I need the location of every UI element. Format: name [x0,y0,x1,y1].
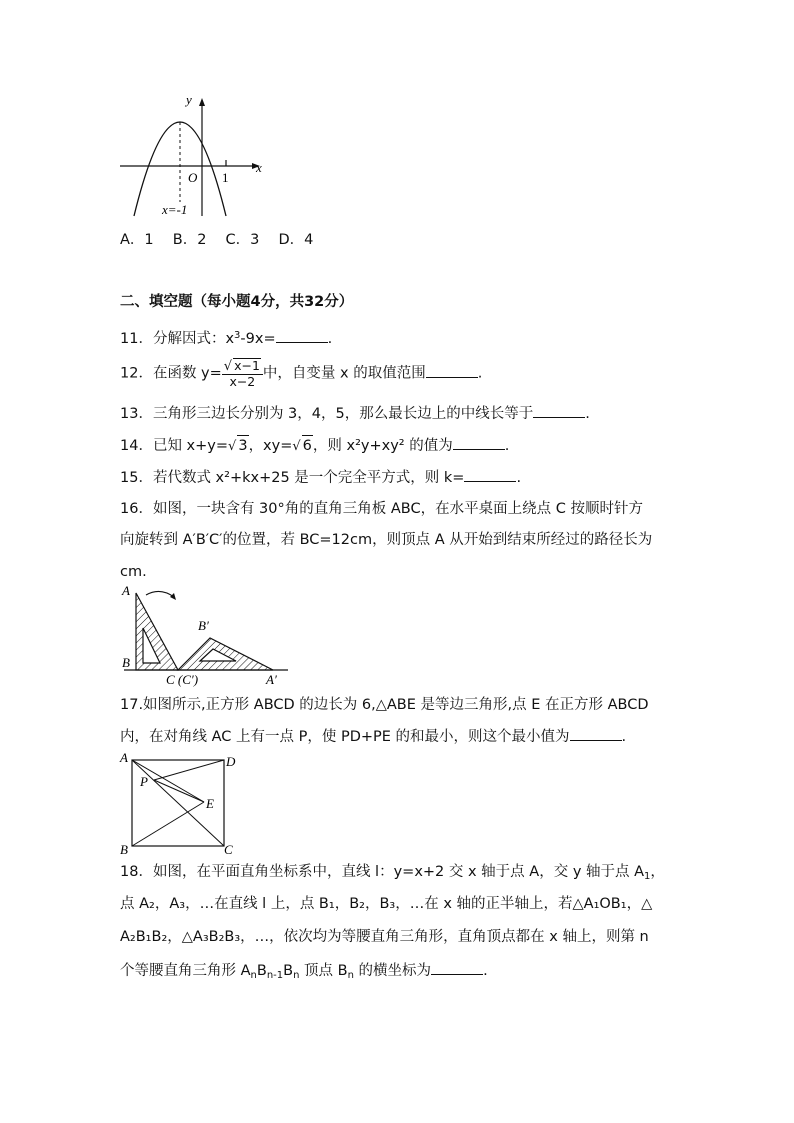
fig16-label-aprime: A′ [266,672,277,687]
question-12: 12．在函数 y= $\frac{√ x-1}{x-2}$ 中，自变量 x 的取值范围 . [120,358,483,389]
question-18-line4: 个等腰直角三角形 $A_nB_{n-1}B_n$ 顶点 $B_n$ 的横坐标为 . [120,960,488,981]
fig17-label-a: A [120,750,128,765]
fig16-label-b: B [122,655,130,670]
fig16-label-a: A [122,583,130,598]
fig17-label-c: C [224,842,233,857]
question-18-line1: 18．如图，在平面直角坐标系中，直线 l：y=x+2 交 x 轴于点 A，交 y 轴于点 $A_1$， [120,864,665,882]
question-17-line2: 内，在对角线 AC 上有一点 P，使 PD+PE 的和最小，则这个最小值为 . [120,726,626,747]
answer-blank[interactable] [453,435,505,450]
q10-parabola-graph [118,90,268,220]
question-16-line2: 向旋转到 A′B′C′的位置，若 BC=12cm，则顶点 A 从开始到结束所经过的路径长为 [120,532,653,548]
fig17-label-e: E [206,796,214,811]
graph-x-label: x [256,160,262,175]
q17-square-figure [118,750,243,858]
question-18-line2: 点 A₂，A₃，…在直线 l 上，点 B₁，B₂，B₃，…在 x 轴的正半轴上，若△A₁OB₁，△ [120,896,653,912]
graph-y-label: y [186,92,192,107]
section-heading: 二、填空题（每小题4分，共32分） [120,294,354,310]
graph-origin-label: O [188,170,198,185]
answer-blank[interactable] [464,467,516,482]
question-18-line3: A₂B₁B₂，△A₃B₂B₃，…，依次均为等腰直角三角形，直角顶点都在 x 轴上，则第 n [120,929,649,945]
answer-blank[interactable] [533,403,585,418]
answer-blank[interactable] [431,960,483,975]
graph-one-label: 1 [222,170,229,185]
graph-symmetry-label: x=-1 [162,202,188,217]
question-16-line3: cm. [120,564,147,580]
fig16-label-bprime: B′ [198,618,209,633]
question-17-line1: 17.如图所示,正方形 ABCD 的边长为 6,△ABE 是等边三角形,点 E 在正方形 ABCD [120,697,649,713]
question-13: 13．三角形三边长分别为 3，4，5，那么最长边上的中线长等于 . [120,403,590,424]
question-11: 11．分解因式：$x^3-9x=$ . [120,330,333,347]
question-15: 15．若代数式 x²+kx+25 是一个完全平方式，则 k= . [120,467,521,488]
question-16-line1: 16．如图，一块含有 30°角的直角三角板 ABC，在水平桌面上绕点 C 按顺时针方 [120,501,643,517]
q16-triangle-figure [118,583,293,688]
fig17-label-d: D [226,754,236,769]
fig17-label-p: P [140,774,148,789]
fig16-label-c: C (C′) [166,672,199,687]
answer-blank[interactable] [570,726,622,741]
answer-blank[interactable] [276,328,328,343]
question-14: 14．已知 x+y=√ 3，xy=√ 6，则 x²y+xy² 的值为 . [120,435,509,457]
fig17-label-b: B [120,842,128,857]
q10-options: A．1 B．2 C．3 D．4 [120,232,314,248]
fraction: $\frac{√ x-1}{x-2}$ [222,358,263,389]
answer-blank[interactable] [426,363,478,378]
